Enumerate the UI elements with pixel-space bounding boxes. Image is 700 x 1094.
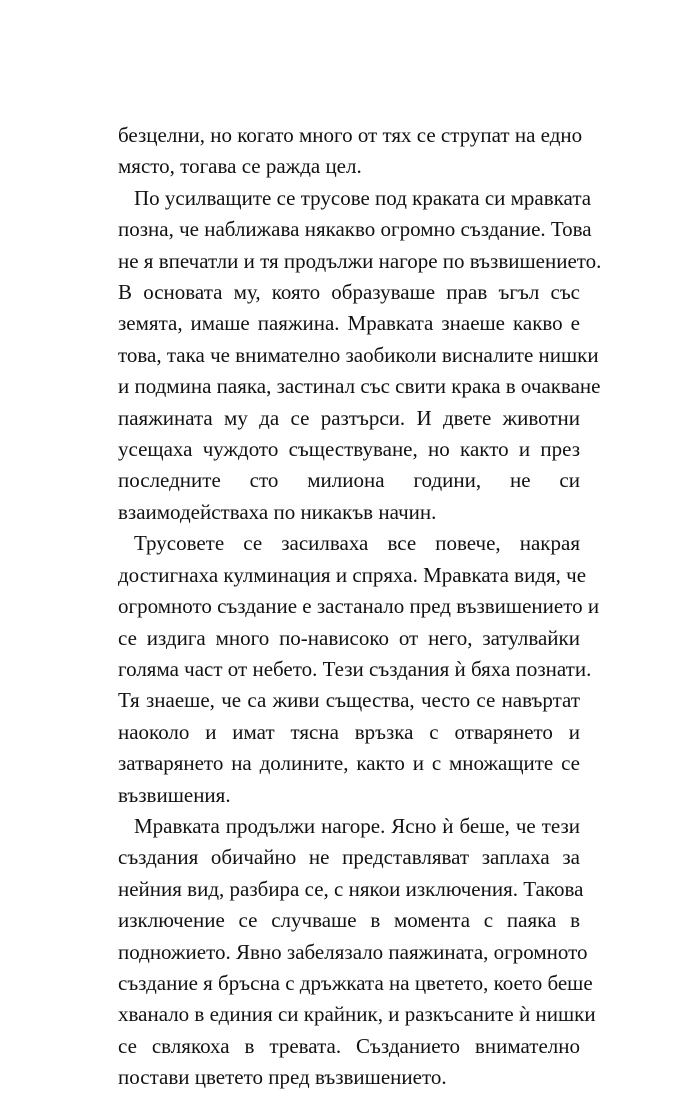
text-line: достигнаха кулминация и спряха. Мравката видя, че bbox=[118, 562, 587, 587]
text-line: огромното създание е застанало пред възвишението и bbox=[118, 594, 600, 619]
text-line: позна, че наближава някакво огромно създание. Това bbox=[118, 217, 592, 242]
text-line: Мравката продължи нагоре. Ясно ѝ беше, че тези bbox=[134, 813, 580, 838]
text-line: голяма част от небето. Тези създания ѝ бяха познати. bbox=[118, 656, 592, 681]
text-line: постави цветето пред възвишението. bbox=[118, 1065, 447, 1090]
text-line: безцелни, но когато много от тях се струпат на едно bbox=[118, 123, 583, 147]
text-line: В основата му, която образуваше прав ъгъл със bbox=[118, 280, 580, 305]
text-line: усещаха чуждото съществуване, но както и през bbox=[118, 437, 580, 462]
paragraph-3 bbox=[118, 528, 600, 811]
text-line: затварянето на долините, както и с множащите се bbox=[118, 751, 580, 776]
text-line: земята, имаше паяжина. Мравката знаеше какво е bbox=[118, 311, 580, 336]
text-line: Трусовете се засилваха все повече, накрая bbox=[134, 531, 580, 556]
text-line: хванало в единия си крайник, и разкъсаните ѝ нишки bbox=[118, 1002, 596, 1027]
text-line: подножието. Явно забелязало паяжината, огромното bbox=[118, 939, 588, 964]
text-line: се издига много по-нависоко от него, затулвайки bbox=[118, 625, 580, 650]
paragraph-2 bbox=[118, 183, 602, 528]
text-line: изключение се случваше в момента с паяка в bbox=[118, 908, 580, 933]
text-line: взаимодействаха по никакъв начин. bbox=[118, 499, 437, 524]
paragraph-4 bbox=[118, 811, 596, 1094]
text-line: наоколо и имат тясна връзка с отварянето и bbox=[118, 719, 580, 744]
text-line: По усилващите се трусове под краката си мравката bbox=[134, 185, 592, 210]
text-line: Тя знаеше, че са живи същества, често се навъртат bbox=[118, 688, 580, 713]
text-line: и подмина паяка, застинал със свити крака в очакване bbox=[118, 374, 601, 399]
text-line: последните сто милиона години, не си bbox=[118, 468, 580, 493]
paragraph-1 bbox=[118, 120, 583, 183]
text-line: паяжината му да се разтърси. И двете животни bbox=[118, 405, 580, 430]
text-line: не я впечатли и тя продължи нагоре по възвишението. bbox=[118, 248, 602, 273]
text-line: се свлякоха в тревата. Създанието внимателно bbox=[118, 1033, 580, 1058]
text-line: възвишения. bbox=[118, 782, 231, 807]
text-line: създание я бръсна с дръжката на цветето, което беше bbox=[118, 970, 593, 995]
text-line: нейния вид, разбира се, с някои изключения. Такова bbox=[118, 876, 584, 901]
text-line: това, така че внимателно заобиколи висналите нишки bbox=[118, 342, 599, 367]
text-line: създания обичайно не представляват заплаха за bbox=[118, 845, 580, 870]
text-line: място, тогава се ражда цел. bbox=[118, 154, 362, 179]
